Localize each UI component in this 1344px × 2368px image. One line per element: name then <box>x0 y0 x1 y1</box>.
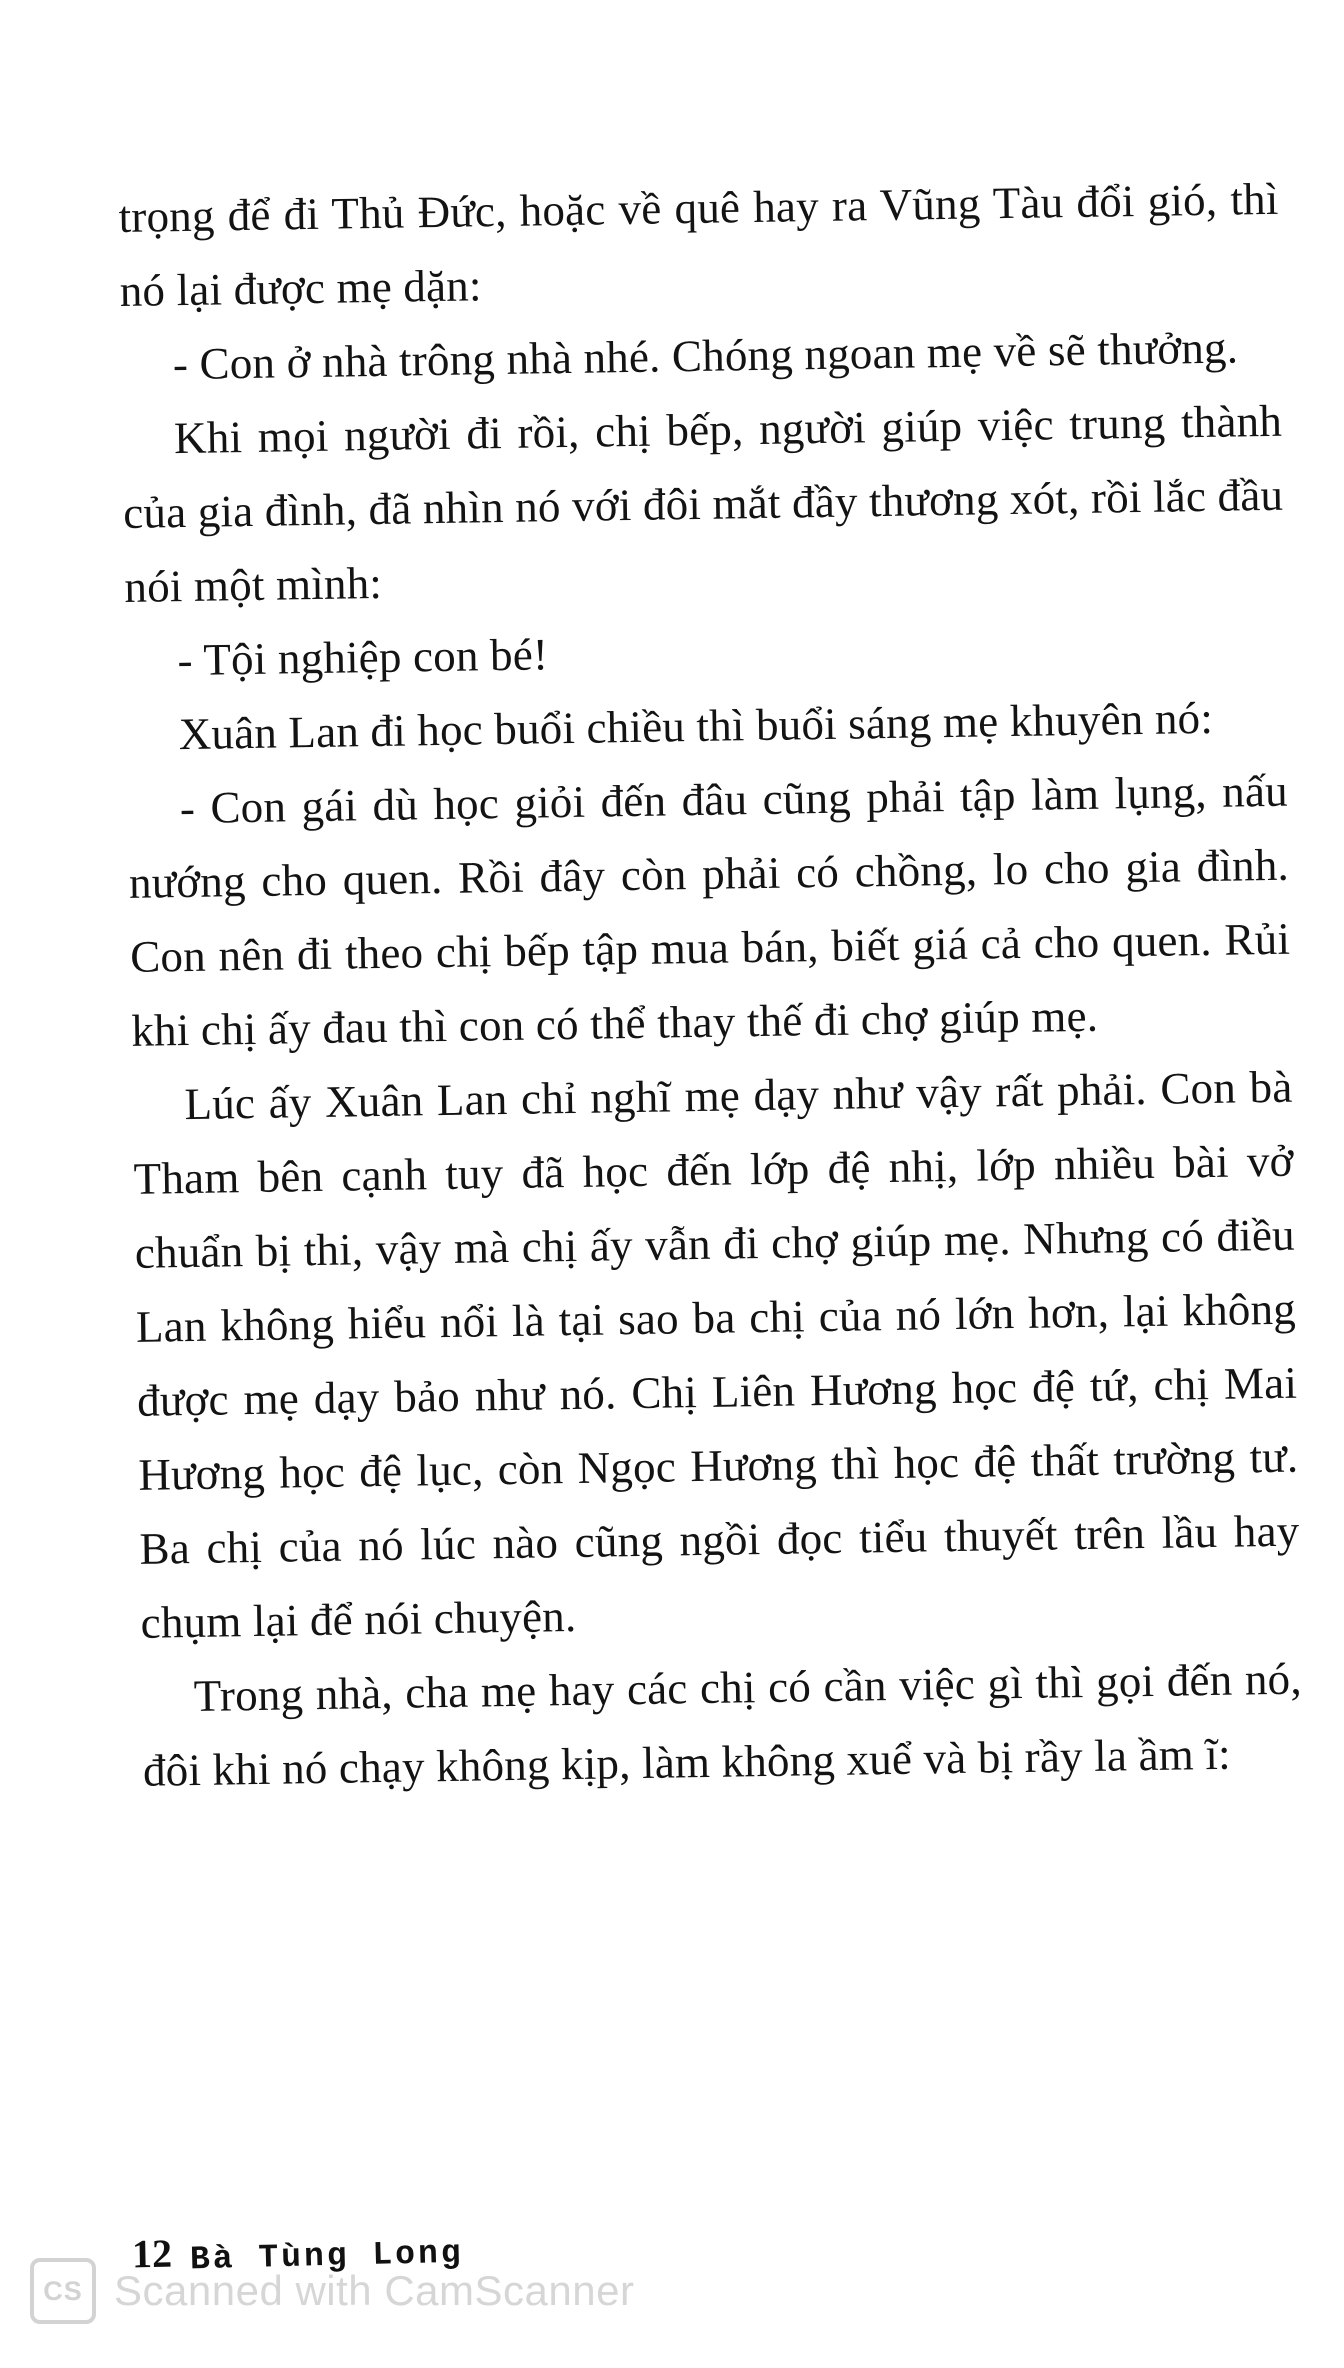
page-text-column <box>118 162 1303 1808</box>
page-footer <box>118 2218 1278 2308</box>
camscanner-watermark-text: Scanned with CamScanner <box>114 2267 635 2314</box>
paragraph-dialogue: - Con gái dù học giỏi đến đâu cũng phải tập làm lụng, nấu nướng cho quen. Rồi đây còn phải có chồng, lo cho gia đình. Con nên đi theo chị bếp tập mua bán, biết giá cả cho quen. Rủi khi chị ấy đau thì con có thể thay thế đi chợ giúp mẹ. <box>128 765 1291 1056</box>
paragraph-body: Xuân Lan đi học buổi chiều thì buổi sáng mẹ khuyên nó: <box>178 692 1214 760</box>
paragraph-body: Khi mọi người đi rồi, chị bếp, người giúp việc trung thành của gia đình, đã nhìn nó với đôi mắt đầy thương xót, rồi lắc đầu nói một mình: <box>122 395 1284 612</box>
paragraph-continuation: trọng để đi Thủ Đức, hoặc về quê hay ra Vũng Tàu đổi gió, thì nó lại được mẹ dặn: <box>118 173 1279 316</box>
paragraph-dialogue: - Con ở nhà trông nhà nhé. Chóng ngoan mẹ về sẽ thưởng. <box>172 322 1239 390</box>
paragraph-dialogue: - Tội nghiệp con bé! <box>177 629 549 686</box>
paragraph-body: Trong nhà, cha mẹ hay các chị có cần việc gì thì gọi đến nó, đôi khi nó chạy không kịp, làm không xuể và bị rầy la ầm ĩ: <box>142 1653 1303 1796</box>
camscanner-badge-icon: CS <box>30 2258 96 2324</box>
page-number: 12 <box>131 2230 173 2277</box>
paragraph-body: Lúc ấy Xuân Lan chỉ nghĩ mẹ dạy như vậy rất phải. Con bà Tham bên cạnh tuy đã học đến lớp đệ nhị, lớp nhiều bài vở chuẩn bị thi, vậy mà chị ấy vẫn đi chợ giúp mẹ. Nhưng có điều Lan không hiểu nổi là tại sao ba chị của nó lớn hơn, lại không được mẹ dạy bảo như nó. Chị Liên Hương học đệ tứ, chị Mai Hương học đệ lục, còn Ngọc Hương thì học đệ thất trường tư. Ba chị của nó lúc nào cũng ngồi đọc tiểu thuyết trên lầu hay chụm lại để nói chuyện. <box>133 1061 1300 1648</box>
running-head-author: Bà Tùng Long <box>189 2234 465 2279</box>
